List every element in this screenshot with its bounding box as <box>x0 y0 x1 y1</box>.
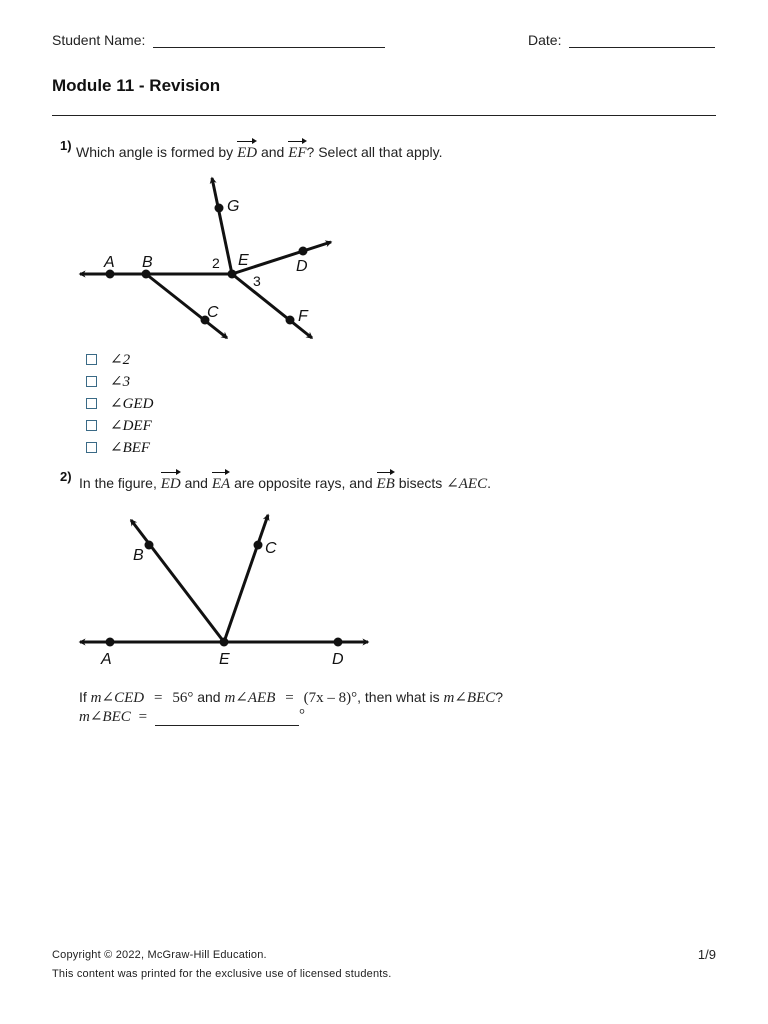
q1-number: 1) <box>60 138 72 153</box>
ray-arrow-icon <box>212 469 230 476</box>
option-4[interactable] <box>86 414 153 436</box>
checkbox[interactable] <box>86 420 97 431</box>
q2-ray-ea: EA <box>212 469 230 493</box>
label-angle-3: 3 <box>253 273 261 289</box>
point-c <box>254 541 263 550</box>
q2-given <box>79 688 503 707</box>
page-number: 1/9 <box>697 947 716 962</box>
given-q: ? <box>495 689 504 705</box>
q2-prompt <box>79 469 491 493</box>
q2-angle: ∠AEC <box>446 476 488 492</box>
q1-ray-ed: ED <box>237 138 257 162</box>
q1-options <box>86 348 153 458</box>
point-d <box>299 247 308 256</box>
q2-and: and <box>184 475 208 491</box>
q2-mid: are opposite rays, and <box>234 475 373 491</box>
q1-text-suffix: ? Select all that apply. <box>306 144 443 160</box>
label-b: B <box>133 547 144 564</box>
label-b: B <box>142 254 153 271</box>
q2-text-prefix: In the figure, <box>79 475 157 491</box>
option-label: ∠3 <box>110 373 131 390</box>
label-e: E <box>238 252 249 269</box>
label-f: F <box>298 308 308 325</box>
given-m2: m∠AEB <box>224 690 276 706</box>
given-v1: 56° <box>172 690 194 706</box>
point-f <box>286 316 295 325</box>
q2-number: 2) <box>60 469 72 484</box>
point-e <box>228 270 237 279</box>
label-d: D <box>332 651 344 668</box>
label-angle-2: 2 <box>212 255 220 271</box>
ray-eb-line <box>131 520 224 642</box>
checkbox[interactable] <box>86 376 97 387</box>
footer-notice: This content was printed for the exclusive use of licensed students. <box>52 968 392 980</box>
option-3[interactable] <box>86 392 153 414</box>
q1-figure <box>80 178 331 338</box>
page-title: Module 11 - Revision <box>52 76 221 95</box>
q2-figure <box>80 515 368 642</box>
given-eq1: = <box>153 690 163 706</box>
given-if: If <box>79 689 87 705</box>
date-label: Date: <box>528 32 562 48</box>
point-g <box>215 204 224 213</box>
given-v2: (7x – 8)° <box>303 690 358 706</box>
label-g: G <box>227 198 240 215</box>
q2-period: . <box>487 475 491 491</box>
label-c: C <box>207 304 219 321</box>
checkbox[interactable] <box>86 442 97 453</box>
point-a <box>106 638 115 647</box>
label-a: A <box>104 254 115 271</box>
checkbox[interactable] <box>86 398 97 409</box>
option-label: ∠GED <box>110 395 154 412</box>
label-c: C <box>265 540 277 557</box>
option-1[interactable] <box>86 348 153 370</box>
option-label: ∠DEF <box>110 417 152 434</box>
checkbox[interactable] <box>86 354 97 365</box>
answer-input[interactable] <box>155 710 299 726</box>
q1-text-prefix: Which angle is formed by <box>76 144 234 160</box>
label-a: A <box>101 651 112 668</box>
given-eq2: = <box>285 690 294 706</box>
footer-copyright: Copyright © 2022, McGraw-Hill Education. <box>52 949 267 961</box>
q2-ray-eb: EB <box>377 469 395 493</box>
option-label: ∠2 <box>110 351 131 368</box>
ray-arrow-icon <box>377 469 395 476</box>
point-e <box>220 638 229 647</box>
student-name-label: Student Name: <box>52 32 146 48</box>
answer-label: m∠BEC <box>79 709 131 725</box>
point-b <box>145 541 154 550</box>
q1-and: and <box>260 144 285 160</box>
label-e: E <box>219 651 230 668</box>
ray-ef-line <box>232 274 312 338</box>
q1-ray-ef: EF <box>288 138 306 162</box>
option-label: ∠BEF <box>110 439 151 456</box>
given-m3: m∠BEC <box>443 690 496 706</box>
ray-arrow-icon <box>161 469 181 476</box>
option-2[interactable] <box>86 370 153 392</box>
given-m1: m∠CED <box>90 690 145 706</box>
given-then: , then what is <box>357 689 440 705</box>
q2-bisects: bisects <box>398 475 443 491</box>
q2-answer-row <box>79 707 305 726</box>
answer-unit: ° <box>298 707 305 723</box>
q2-ray-ed: ED <box>161 469 181 493</box>
answer-eq: = <box>138 709 148 725</box>
option-5[interactable] <box>86 436 153 458</box>
given-and: and <box>197 689 221 705</box>
ray-ec-line <box>224 515 268 642</box>
label-d: D <box>296 258 308 275</box>
point-d <box>334 638 343 647</box>
